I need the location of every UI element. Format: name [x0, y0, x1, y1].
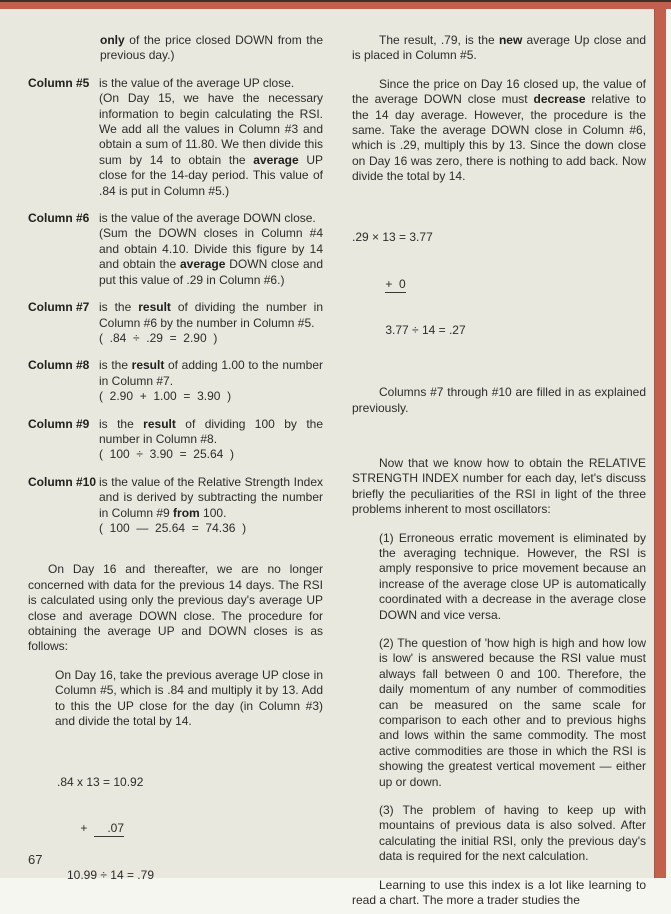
column-definition-body: is the value of the average DOWN close. (Sum the DOWN closes in Column #4 and obtain 4.10. Divide this figure by 14 and obtain the average DOWN close and put this value of .29 in Column #6.) — [99, 211, 323, 287]
formula-down-close — [352, 200, 646, 369]
column-definition-body: is the value of the average UP close. (On Day 15, we have the necessary information to begin calculating the RSI. We add all the values in Column #3 and obtain a sum of 11.80. We then divide this sum by 14 to obtain the average UP close for the 14-day period. This value of .84 is put in Column #5.) — [99, 75, 323, 198]
formula-line-2: + .07 — [57, 821, 125, 836]
equation-line: ( 100 — 25.64 = 74.36 ) — [99, 520, 247, 535]
column-label: Column #10 — [28, 474, 97, 489]
continuation-paragraph: only of the price closed DOWN from the previous day.) — [100, 33, 323, 63]
oscillator-problem-1: (1) Erroneous erratic movement is eliminated by the averaging technique. However, the RSI is amply responsive to price movement because an increase of the average close UP is automatically coordinated with a decrease in the average close DOWN and vice versa. — [379, 530, 646, 622]
column-label: Column #7 — [28, 300, 90, 315]
paragraph-since: Since the price on Day 16 closed up, the value of the average DOWN close must decrease relative to the 14 day average. However, the procedure is the same. Take the average DOWN close in Column #6, which is .29, multiply this by 13. Since the down close on Day 16 was zero, there is nothing to add back. Now divide the total by 14. — [352, 76, 646, 184]
formula-line-3: 3.77 ÷ 14 = .27 — [352, 322, 466, 337]
column-definition-body: is the value of the Relative Strength Index and is derived by subtracting the number in Column #9 from 100. ( 100 — 25.64 = 74.36 ) — [99, 474, 323, 535]
paragraph-day16-procedure: On Day 16, take the previous average UP close in Column #5, which is .84 and multiply it by 13. Add to this the UP close for the day (in Column #3) and divide the total by 14. — [55, 667, 323, 729]
formula-line-2 — [352, 277, 646, 292]
column-definition-body: is the result of adding 1.00 to the number in Column #7. ( 2.90 + 1.00 = 3.90 ) — [99, 358, 324, 404]
equation-line: ( 2.90 + 1.00 = 3.90 ) — [99, 389, 232, 404]
oscillator-problem-3: (3) The problem of having to keep up with mountains of previous data is also solved. After calculating the initial RSI, only the previous day's data is required for the next calculation. — [379, 803, 646, 864]
column-definition-6 — [28, 211, 323, 288]
page-frame-right-edge — [654, 0, 666, 878]
formula-underlined-term: + 0 — [385, 276, 406, 291]
column-definition-10 — [28, 475, 323, 537]
column-definition-5 — [28, 76, 323, 199]
column-definition-7 — [28, 300, 323, 346]
column-label: Column #9 — [28, 416, 90, 431]
paragraph-now-that: Now that we know how to obtain the RELATIVE STRENGTH INDEX number for each day, let's discuss briefly the peculiarities of the RSI in light of the three problems inherent to most oscillators: — [352, 455, 646, 517]
left-column — [28, 33, 323, 914]
formula-line-1: .84 x 13 = 10.92 — [57, 775, 144, 790]
oscillator-problem-2: (2) The question of 'how high is high and how low is low' is answered because the RSI value must always fall between 0 and 100. Therefore, the daily momentum of any number of commodities can be measured on the same scale for comparison to each other and to previous highs and lows within the same commodity. The most active commodities are those in which the RSI is showing the greatest vertical movement — either up or down. — [379, 636, 646, 789]
paragraph-learning: Learning to use this index is a lot like learning to read a chart. The more a trader studies the — [352, 877, 646, 908]
equation-line: ( .84 ÷ .29 = 2.90 ) — [99, 330, 218, 345]
column-label: Column #6 — [28, 211, 90, 226]
right-column — [352, 33, 646, 909]
column-label: Column #8 — [28, 358, 90, 373]
paragraph-day16: On Day 16 and thereafter, we are no longer concerned with data for the previous 14 days. The RSI is calculated using only the previous day's average UP close and average DOWN close. The procedure for obtaining the average UP and DOWN closes is as follows: — [28, 562, 323, 654]
formula-line-3: 10.99 ÷ 14 = .79 — [57, 867, 154, 882]
paragraph-columns-filled: Columns #7 through #10 are filled in as explained previously. — [352, 385, 646, 415]
equation-line: ( 100 ÷ 3.90 = 25.64 ) — [99, 447, 234, 462]
column-definition-8 — [28, 358, 323, 404]
page-frame-top-edge — [0, 0, 671, 9]
formula-line-1: .29 × 13 = 3.77 — [352, 230, 433, 245]
column-definition-9 — [28, 417, 323, 463]
column-label: Column #5 — [28, 75, 90, 90]
paragraph-result: The result, .79, is the new average Up close and is placed in Column #5. — [352, 33, 646, 63]
page-number: 67 — [28, 852, 43, 867]
formula-up-close — [57, 744, 323, 913]
column-definition-body: is the result of dividing the number in Column #6 by the number in Column #5. ( .84 ÷ .29 = 2.90 ) — [99, 300, 323, 345]
formula-underlined-term: .07 — [94, 821, 125, 836]
column-definition-body: is the result of dividing 100 by the number in Column #8. ( 100 ÷ 3.90 = 25.64 ) — [99, 416, 323, 462]
